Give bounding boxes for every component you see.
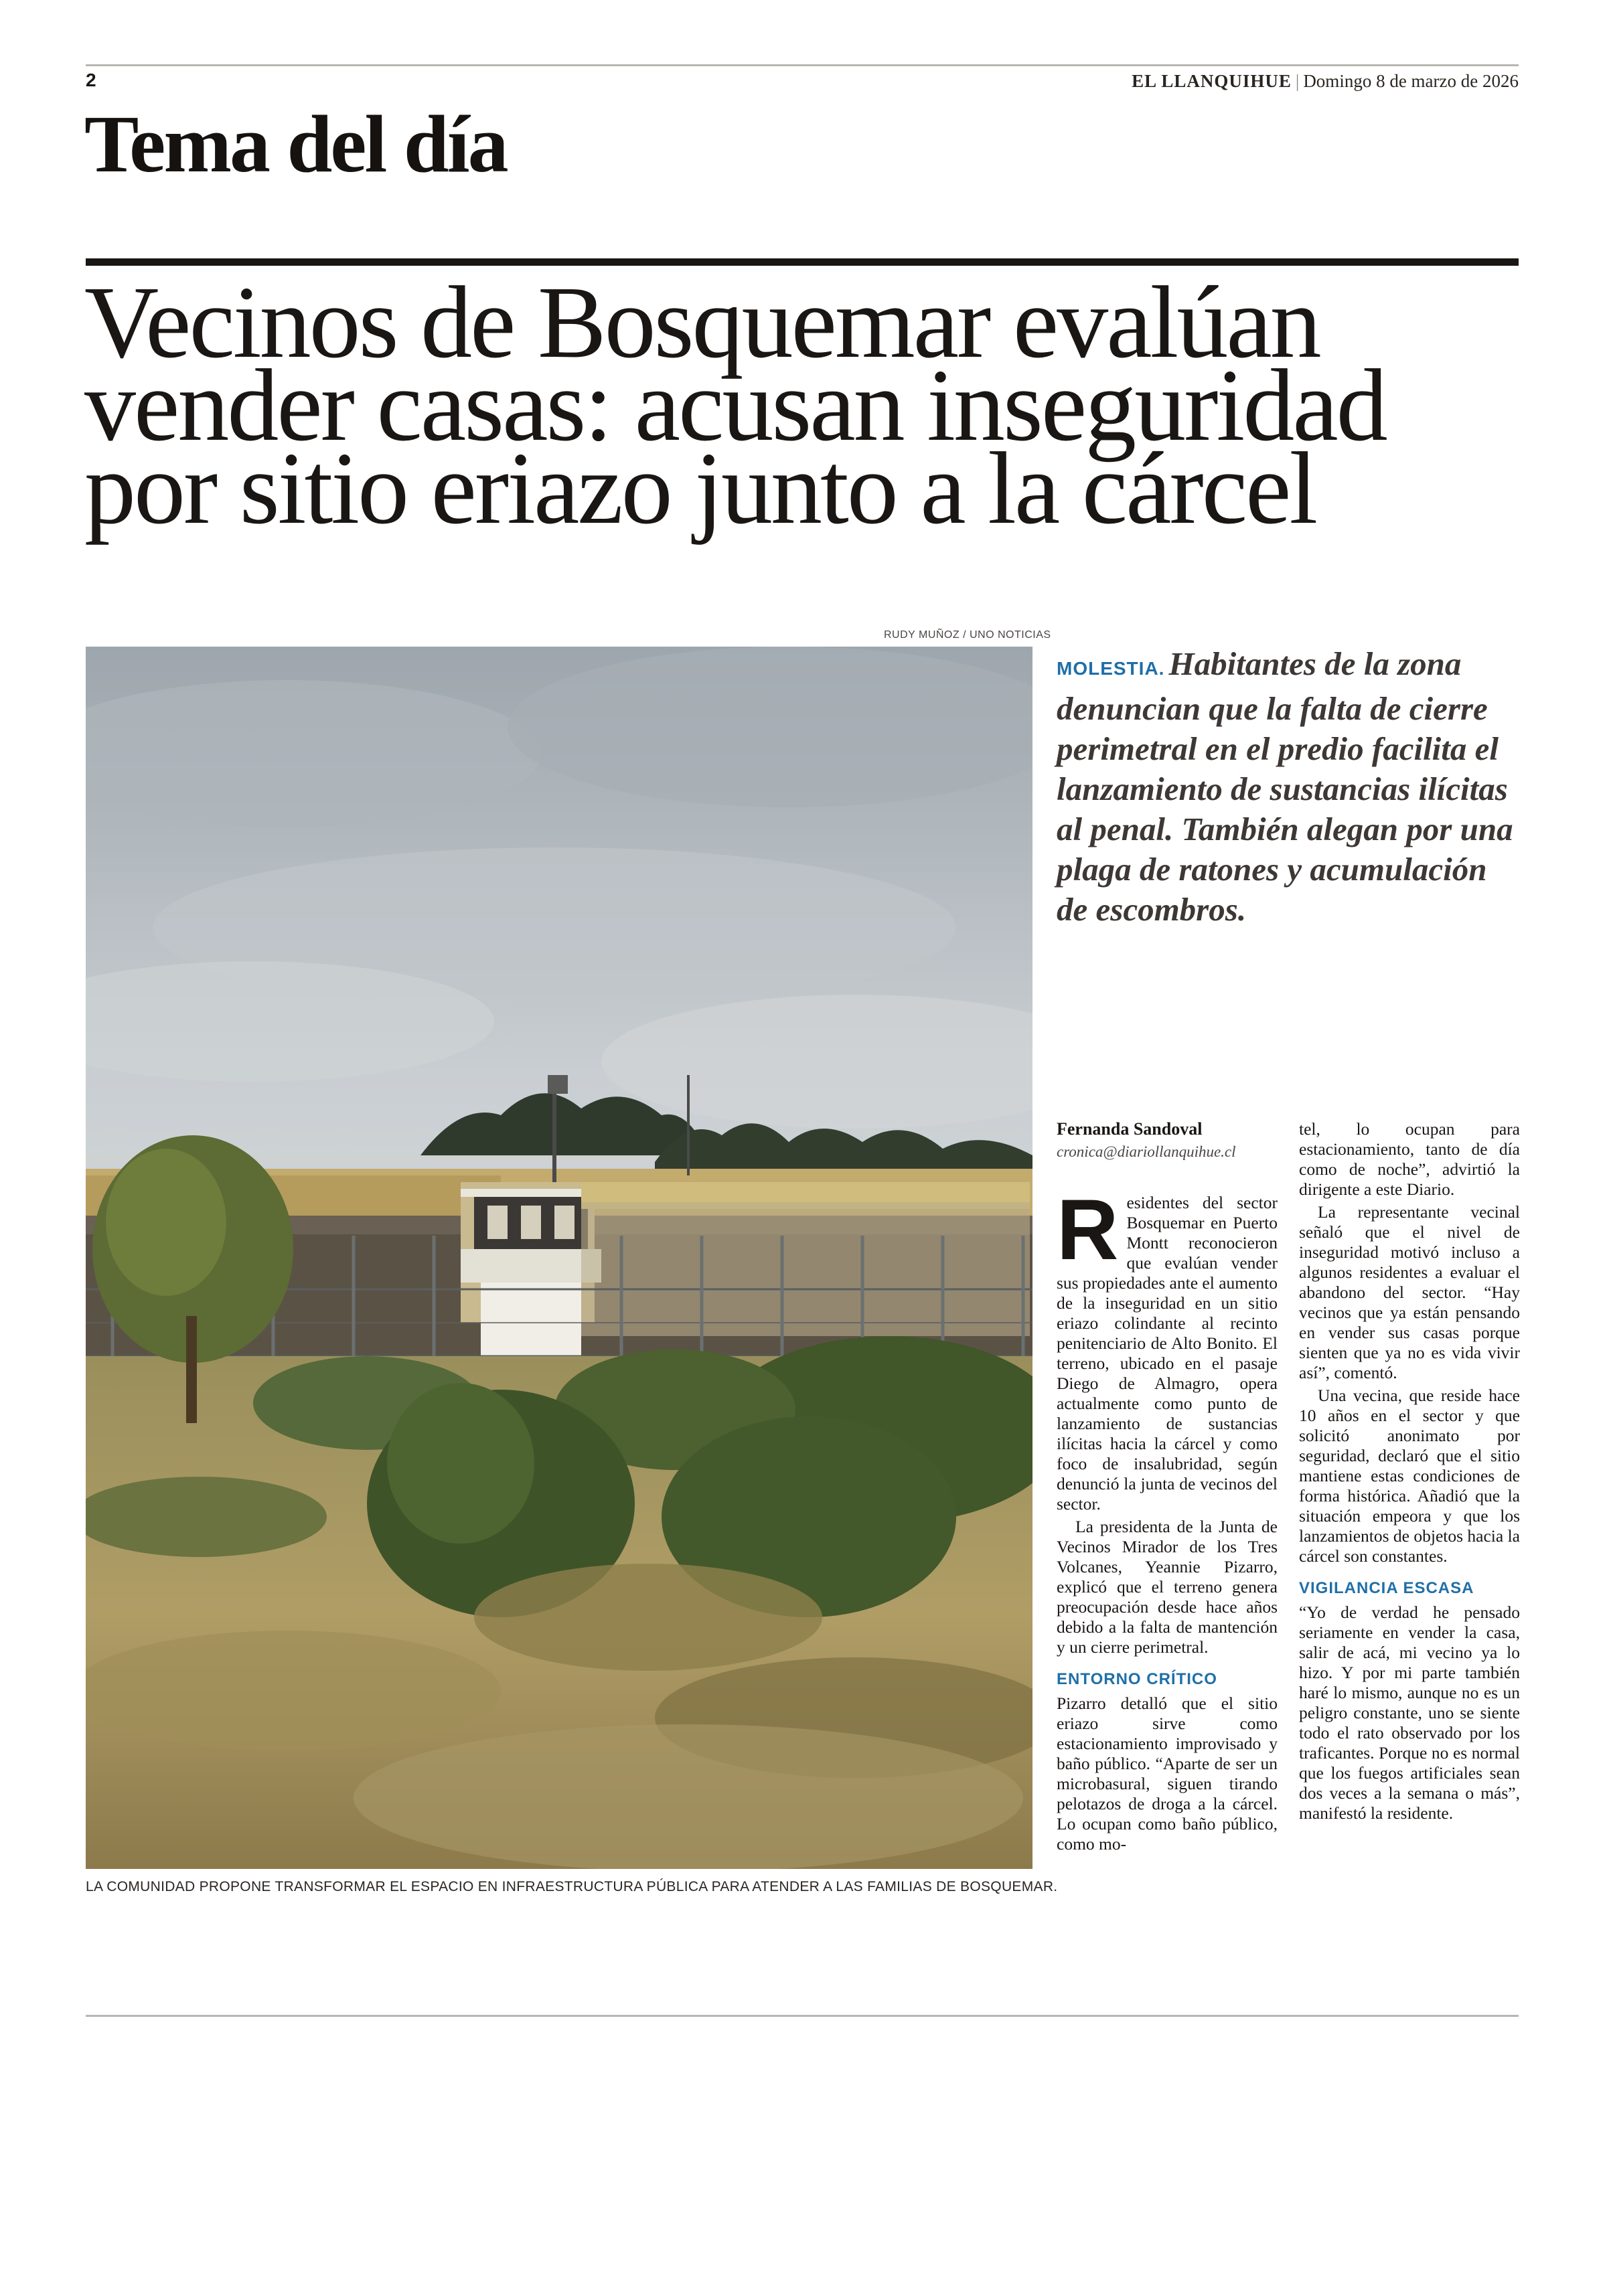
body-paragraph: “Yo de verdad he pensado seriamente en vender la casa, salir de acá, mi vecino ya lo hizo. Y por mi parte también haré lo mismo, aunque no es un peligro constante, uno se siente todo el rato observado por los traficantes. Porque no es normal que los fuegos artificiales sean dos veces a la semana o más”, manifestó la residente. [1299, 1603, 1520, 1823]
body-paragraph: tel, lo ocupan para estacionamiento, tanto de día como de noche”, advirtió la dirigente a este Diario. [1299, 1119, 1520, 1199]
prison-field-photo [86, 647, 1032, 1869]
lead-text: Habitantes de la zona denuncian que la falta de cierre perimetral en el predio facilita el lanzamiento de sustancias ilícitas al penal. También alegan por una plaga de ratones y acumulación de escombros. [1057, 645, 1513, 928]
issue-date: Domingo 8 de marzo de 2026 [1303, 71, 1519, 91]
body-column-2 [1299, 1119, 1520, 1826]
body-paragraph [1057, 1182, 1278, 1514]
author-email: cronica@diariollanquihue.cl [1057, 1143, 1236, 1160]
section-rule [86, 258, 1519, 266]
headline-line-1: Vecinos de Bosquemar evalúan [84, 266, 1320, 380]
lead-paragraph [1057, 644, 1525, 930]
body-paragraph: Una vecina, que reside hace 10 años en el sector y que solicitó anonimato por seguridad, declaró que el sitio mantiene estas condiciones de forma histórica. Añadió que la situación empeora y que los lanzamientos de objetos hacia la cárcel son constantes. [1299, 1386, 1520, 1566]
headline-line-2: vender casas: acusan inseguridad [84, 349, 1386, 463]
subhead-entorno: ENTORNO CRÍTICO [1057, 1670, 1217, 1688]
header-rule [86, 64, 1519, 66]
body-column-1 [1057, 1182, 1278, 1857]
headline-line-3: por sitio eriazo junto a la cárcel [84, 432, 1316, 546]
folio [1132, 71, 1519, 92]
folio-separator: | [1295, 71, 1300, 91]
subhead-vigilancia: VIGILANCIA ESCASA [1299, 1579, 1474, 1597]
body-paragraph-text: esidentes del sector Bosquemar en Puerto Montt reconocieron que evalúan vender sus propiedades ante el aumento de la inseguridad en un sitio eriazo colindante al recinto penitenciario de Alto Bonito. El terreno, ubicado en el pasaje Diego de Almagro, opera actualmente como punto de lanzamiento de sustancias ilícitas hacia la cárcel y como foco de insalubridad, según denunció la junta de vecinos del sector. [1057, 1193, 1278, 1513]
drop-cap: R [1057, 1182, 1119, 1278]
photo-credit: RUDY MUÑOZ / UNO NOTICIAS [884, 629, 1051, 641]
headline [84, 266, 1531, 546]
page-number: 2 [86, 70, 96, 90]
newspaper-name: EL LLANQUIHUE [1132, 71, 1292, 91]
body-paragraph: Pizarro detalló que el sitio eriazo sirve como estacionamiento improvisado y baño público. “Aparte de ser un microbasural, siguen tirando pelotazos de droga a la cárcel. Lo ocupan como baño público, como mo- [1057, 1694, 1278, 1854]
lead-kicker: MOLESTIA. [1057, 658, 1165, 679]
photo-caption: LA COMUNIDAD PROPONE TRANSFORMAR EL ESPACIO EN INFRAESTRUCTURA PÚBLICA PARA ATENDER A LAS FAMILIAS DE BOSQUEMAR. [86, 1879, 1058, 1894]
section-title: Tema del día [84, 99, 507, 189]
body-paragraph: La representante vecinal señaló que el nivel de inseguridad motivó incluso a algunos residentes a evaluar el abandono del sector. “Hay vecinos que ya están pensando en vender sus casas porque sienten que ya no es vida vivir así”, comentó. [1299, 1202, 1520, 1382]
body-paragraph: La presidenta de la Junta de Vecinos Mirador de los Tres Volcanes, Yeannie Pizarro, explicó que el terreno genera preocupación desde hace años debido a la falta de mantención y un cierre perimetral. [1057, 1517, 1278, 1657]
byline [1057, 1119, 1278, 1161]
author-name: Fernanda Sandoval [1057, 1119, 1203, 1139]
article-photo [86, 647, 1032, 1869]
footer-rule [86, 2015, 1519, 2017]
